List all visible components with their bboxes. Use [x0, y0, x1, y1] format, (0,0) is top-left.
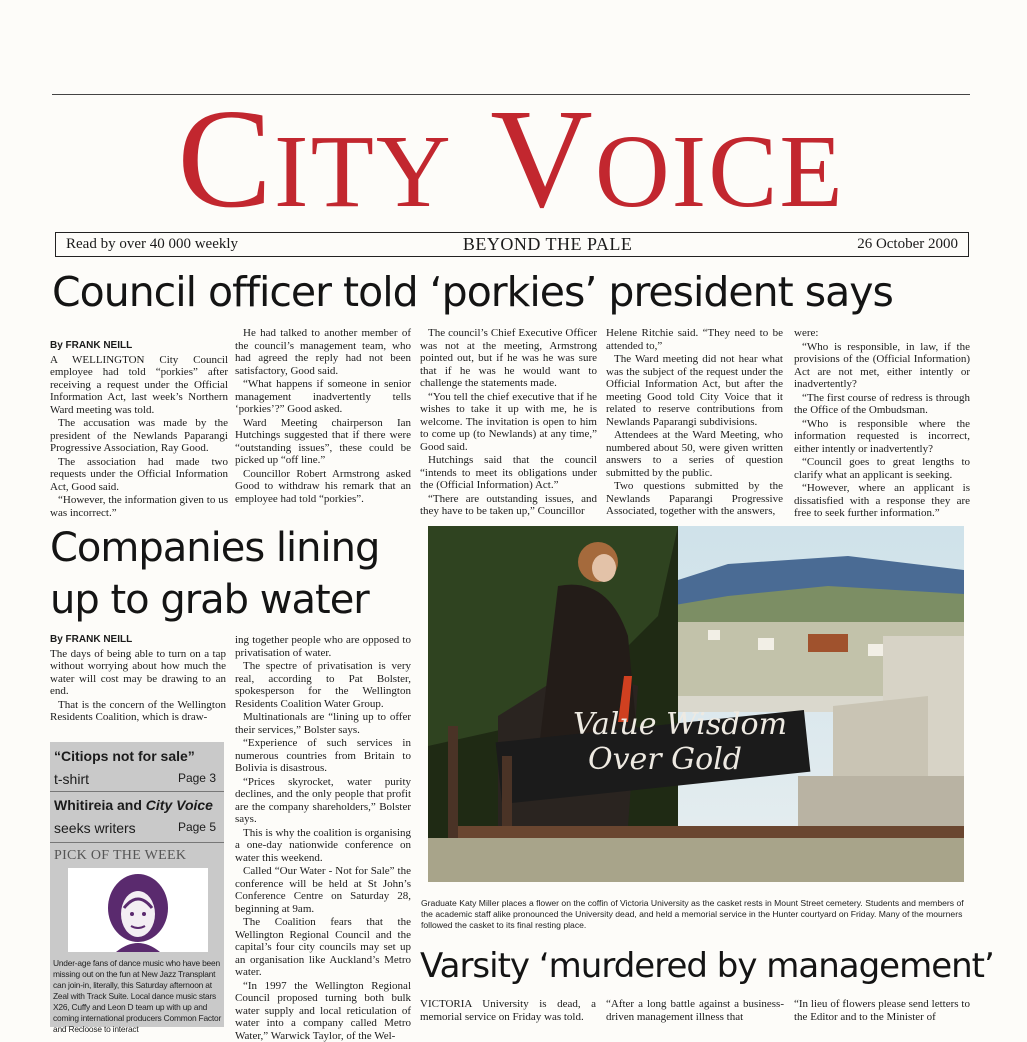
story3-column-2 [606, 998, 784, 1027]
story1-paragraph: “However, where an applicant is dissatisfied with a response they are free to seek further information.” [794, 482, 970, 520]
story1-paragraph: “However, the information given to us was incorrect.” [50, 494, 228, 519]
story1-paragraph: “Council goes to great lengths to clarify what an applicant is seeking. [794, 456, 970, 481]
story1-paragraph: He had talked to another member of the council’s management team, who had agreed the reply had not been satisfactory, Good said. [235, 327, 411, 377]
story2-byline: By FRANK NEILL [50, 634, 226, 647]
story1-paragraph: Hutchings said that the council “intends to meet its obligations under the (Official Information) Act.” [420, 454, 597, 492]
story1-column-1 [50, 340, 228, 518]
teaser-citiops-subtitle: t-shirt Page 3 [54, 771, 222, 787]
photo-caption: Graduate Katy Miller places a flower on the coffin of Victoria University as the casket rests in Mount Street cemetery. Students and members of the academic staff alike pronounced the University dead, and held a memorial service in the Hunter courtyard on Friday. Many of the mourners followed the casket to its final resting place. [421, 898, 967, 931]
story1-paragraph: Ward Meeting chairperson Ian Hutchings suggested that if there were “outstanding issues”, these could be picked up “off line.” [235, 417, 411, 467]
story1-paragraph: A WELLINGTON City Council employee had told “porkies” after receiving a request under the Official Information Act, last week’s Northern Ward meeting was told. [50, 354, 228, 417]
masthead-strap [55, 232, 969, 257]
issue-date: 26 October 2000 [857, 236, 958, 253]
teaser-citiops-title: “Citiops not for sale” [54, 748, 222, 764]
story1-paragraph: Attendees at the Ward Meeting, who numbered about 50, were given written answers to a series of question submitted by the public. [606, 429, 783, 479]
story2-column-1 [50, 634, 226, 738]
story1-column-3 [420, 327, 597, 517]
story1-headline: Council officer told ‘porkies’ president says [52, 268, 970, 316]
story2-paragraph: “Prices skyrocket, water purity declines, and the only people that profit are the company shareholders,” Bolster says. [235, 776, 411, 826]
story2-paragraph: “In 1997 the Wellington Regional Council proposed turning both bulk water supply and local reticulation of water into a company called Metro Water,” Warwick Taylor, of the Wel- [235, 980, 411, 1042]
story3-paragraph: “In lieu of flowers please send letters to the Editor and to the Minister of [794, 998, 970, 1023]
masthead-title: CITY VOICE [52, 92, 970, 224]
story1-column-2 [235, 327, 411, 517]
pick-of-the-week-photo [68, 868, 208, 952]
story2-paragraph: The spectre of privatisation is very real, according to Pat Bolster, spokesperson for the Wellington Residents Coalition Water Group. [235, 660, 411, 710]
edition-tagline: BEYOND THE PALE [463, 234, 633, 255]
story1-paragraph: “Who is responsible, in law, if the provisions of the (Official Information) Act are not met, either intently or inadvertently? [794, 341, 970, 391]
photo-illustration [428, 526, 964, 882]
pick-of-the-week-heading: PICK OF THE WEEK [54, 848, 220, 864]
teaser-writers-title: Whitireia and City Voice [54, 797, 222, 813]
story2-paragraph: “Experience of such services in numerous countries from Britain to Bolivia is disastrous. [235, 737, 411, 775]
sidebar-divider [50, 842, 224, 843]
story2-paragraph: Called “Our Water - Not for Sale” the conference will be held at St John’s Conference Centre on Saturday 28, beginning at 9am. [235, 865, 411, 915]
story3-column-3 [794, 998, 970, 1027]
story2-column-2 [235, 634, 411, 1027]
story2-paragraph: This is why the coalition is organising a one-day nationwide conference on water this weekend. [235, 827, 411, 865]
story1-paragraph: The accusation was made by the president of the Newlands Paparangi Progressive Association, Ray Good. [50, 417, 228, 455]
story3-paragraph: “After a long battle against a business-driven management illness that [606, 998, 784, 1023]
story1-column-4 [606, 327, 783, 517]
sign-text-line-2: Over Gold [588, 742, 742, 777]
pick-of-the-week-text: Under-age fans of dance music who have been missing out on the fun at New Jazz Transplant can join-in, literally, this Saturday afternoon at Zeal with Track Suite. Local dance music stars X26, Cuffy and Leon D team up with up and coming international producers Common Factor and Recloose to interact [53, 958, 223, 1035]
cemetery-photo [428, 526, 964, 882]
story1-paragraph: Two questions submitted by the Newlands Paparangi Progressive Associated, together with the answers, [606, 480, 783, 518]
teaser-citiops-page: Page 3 [178, 771, 216, 785]
story1-paragraph: Helene Ritchie said. “They need to be attended to,” [606, 327, 783, 352]
story1-paragraph: The Ward meeting did not hear what was the subject of the request under the Official Information Act, but after the meeting Good told City Voice that it related to reserve contributions from Newlands Paparangi subdivisions. [606, 353, 783, 428]
sign-text-line-1: Value Wisdom [573, 707, 787, 742]
story1-byline: By FRANK NEILL [50, 340, 228, 353]
story1-paragraph: “What happens if someone in senior management inadvertently tells ‘porkies’?” Good asked. [235, 378, 411, 416]
story2-paragraph: ing together people who are opposed to privatisation of water. [235, 634, 411, 659]
teaser-writers-subtitle: seeks writers Page 5 [54, 820, 222, 836]
story1-paragraph: “You tell the chief executive that if he wishes to take it up with me, he is welcome. The invitation is open to him to come up (to Newlands) at any time,” Good said. [420, 391, 597, 454]
story1-paragraph: The council’s Chief Executive Officer was not at the meeting, Armstrong pointed out, but if he was he was sure that if he was he would want to challenge the statements made. [420, 327, 597, 390]
story3-headline: Varsity ‘murdered by management’ [420, 946, 970, 986]
teaser-writers-page: Page 5 [178, 820, 216, 834]
portrait-illustration [68, 868, 208, 952]
story3-column-1 [420, 998, 596, 1027]
story2-paragraph: That is the concern of the Wellington Residents Coalition, which is draw- [50, 699, 226, 724]
story1-paragraph: “Who is responsible where the information requested is incorrect, either intently or inadvertently? [794, 418, 970, 456]
story1-paragraph: Councillor Robert Armstrong asked Good to withdraw his remark that an employee had told “porkies”. [235, 468, 411, 506]
story1-paragraph: The association had made two requests under the Official Information Act, Good said. [50, 456, 228, 494]
story3-paragraph: VICTORIA University is dead, a memorial service on Friday was told. [420, 998, 596, 1023]
story2-headline: Companies lining up to grab water [50, 522, 420, 626]
story2-paragraph: Multinationals are “lining up to offer their services,” Bolster says. [235, 711, 411, 736]
sidebar-divider [50, 791, 224, 792]
sidebar-teasers [50, 742, 224, 1027]
story1-paragraph: were: [794, 327, 970, 340]
story2-paragraph: The days of being able to turn on a tap without worrying about how much the water will cost may be drawing to an end. [50, 648, 226, 698]
story1-column-5 [794, 327, 970, 517]
story2-paragraph: The Coalition fears that the Wellington Regional Council and the capital’s four city councils may set up an organisation like Auckland’s Metro water. [235, 916, 411, 979]
story1-paragraph: “There are outstanding issues, and they have to be taken up,” Councillor [420, 493, 597, 518]
readership-note: Read by over 40 000 weekly [66, 236, 238, 253]
story1-paragraph: “The first course of redress is through the Office of the Ombudsman. [794, 392, 970, 417]
